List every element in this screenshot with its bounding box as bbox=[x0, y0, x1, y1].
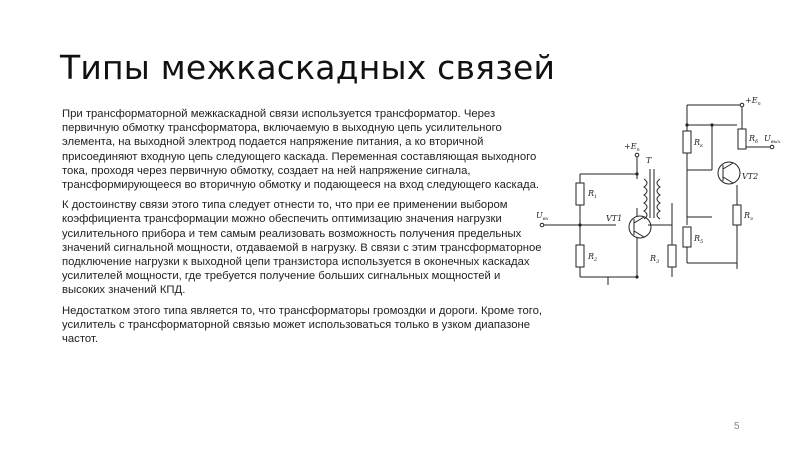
paragraph-transformer-coupling: При трансформаторной межкаскадной связи используется трансформатор. Через первичную обмотку трансформатора, включаемую в выходную цепь усилительного элемента, на выходной электрод подается напряжение питания, а ко вторичной присоединяют входную цепь следующего каскада. Переменная составляющая выходного тока, проходя через первичную обмотку, создает на ней напряжение сигнала, трансформирующееся во вторичную обмотку и подающееся на вход следующего каскада. bbox=[62, 108, 540, 192]
label-transformer-t: T bbox=[646, 156, 652, 165]
label-r2: $R_2$ bbox=[588, 252, 598, 263]
slide-title: Типы межкаскадных связей bbox=[60, 48, 556, 87]
label-vt1: VT1 bbox=[606, 214, 623, 223]
transistor-vt1 bbox=[629, 216, 651, 238]
page-number: 5 bbox=[734, 421, 740, 432]
circuit-resistors bbox=[576, 129, 746, 267]
slide-body bbox=[62, 107, 546, 352]
label-r5: $R_5$ bbox=[694, 234, 704, 245]
transformer-coupled-amplifier-schematic bbox=[532, 95, 792, 285]
resistor-r5 bbox=[683, 227, 691, 247]
label-rb: $R_б$ bbox=[749, 134, 759, 145]
label-re: $R_э$ bbox=[744, 211, 753, 222]
paragraph-advantages: К достоинству связи этого типа следует отнести то, что при ее применении выбором коэффициента трансформации можно обеспечить оптимизацию значения нагрузки усилительного прибора и тем самым реализовать возможность получения предельных значений сигнальной мощности, отдаваемой в нагрузку. В связи с этим трансформаторное подключение нагрузки к выходной цепи транзистора используется в оконечных каскадах усилителей мощности, где требуется получение больших сигнальных мощностей и высоких значений КПД. bbox=[62, 199, 542, 297]
resistor-r1 bbox=[576, 183, 584, 205]
label-r1: $R_1$ bbox=[588, 189, 598, 200]
label-uin: $U_{вх}$ bbox=[536, 211, 549, 222]
label-vt2: VT2 bbox=[742, 172, 759, 181]
paragraph-disadvantages: Недостатком этого типа является то, что трансформаторы громоздки и дороги. Кроме того, усилитель с трансформаторной связью может использоваться только в узком диапазоне частот. bbox=[62, 304, 543, 346]
resistor-re bbox=[733, 205, 741, 225]
label-supply-right: $+E_п$ bbox=[745, 96, 761, 107]
resistor-r3 bbox=[668, 245, 676, 267]
resistor-rk bbox=[683, 131, 691, 153]
label-rk: $R_к$ bbox=[694, 138, 704, 149]
label-supply-left: $+E_п$ bbox=[624, 142, 640, 153]
transistor-vt2 bbox=[718, 162, 740, 184]
transformer-t bbox=[644, 179, 660, 219]
resistor-r2 bbox=[576, 245, 584, 267]
resistor-rb bbox=[738, 129, 746, 149]
label-uout: $U_{вых}$ bbox=[764, 134, 781, 145]
label-r3: $R_3$ bbox=[650, 254, 660, 265]
